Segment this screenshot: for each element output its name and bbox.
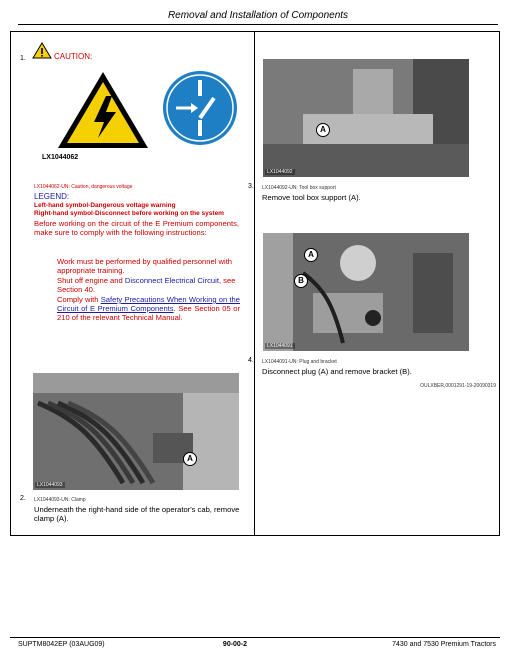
clamp-photo-id: LX1044093 xyxy=(37,482,63,488)
dangerous-voltage-icon xyxy=(56,70,150,150)
step-4-instruction: Disconnect plug (A) and remove bracket (B). xyxy=(262,367,412,376)
step-2-caption: LX1044093-UN: Clamp xyxy=(34,497,86,503)
disconnect-before-working-icon xyxy=(162,70,238,146)
footer-product-name: 7430 and 7530 Premium Tractors xyxy=(392,641,496,648)
rule-qualified-personnel: Work must be performed by qualified personnel with appropriate training. xyxy=(57,257,233,275)
warning-intro-text: Before working on the circuit of the E Premium components, make sure to comply with the following instructions: xyxy=(34,219,239,237)
rule-shut-off-engine xyxy=(57,276,240,294)
disconnect-electrical-circuit-link[interactable]: Disconnect Electrical Circuit xyxy=(124,276,219,285)
legend-title: LEGEND: xyxy=(34,192,70,201)
plug-photo-id: LX1044091 xyxy=(267,343,293,349)
page-header-title: Removal and Installation of Components xyxy=(167,10,349,21)
rule-comply-with-precautions xyxy=(57,295,240,322)
figure-caption: LX1044062-UN: Caution, dangerous voltage xyxy=(34,184,133,190)
step-1-number: 1. xyxy=(20,55,26,62)
figure-id: LX1044062 xyxy=(42,154,79,161)
plug-callout-a: A xyxy=(304,248,318,262)
footer-rule xyxy=(10,637,500,638)
rule3-text-start: Comply with xyxy=(57,295,101,304)
document-reference-id: OULXBER,0001291-19-20090319 xyxy=(420,383,496,389)
plug-and-bracket-photo xyxy=(263,233,469,351)
header-rule xyxy=(18,24,498,25)
rule2-text-start: Shut off engine and xyxy=(57,276,125,285)
tool-box-support-photo xyxy=(263,59,469,177)
bracket-callout-b: B xyxy=(294,274,308,288)
footer-manual-id: SUPTM8042EP (03AUG09) xyxy=(18,641,105,648)
step-2-instruction: Underneath the right-hand side of the operator's cab, remove clamp (A). xyxy=(34,505,240,523)
rule2-text-end: , see Section 40. xyxy=(57,276,236,294)
caution-triangle-icon xyxy=(32,42,52,59)
step-3-number: 3. xyxy=(248,183,254,190)
legend-left-symbol: Left-hand symbol-Dangerous voltage warning xyxy=(34,202,176,209)
step-3-instruction: Remove tool box support (A). xyxy=(262,193,361,202)
safety-precautions-link[interactable]: Safety Precautions When Working on the Circuit of E Premium Components xyxy=(57,295,241,313)
tool-box-callout-a: A xyxy=(316,123,330,137)
step-4-caption: LX1044091-UN: Plug and bracket xyxy=(262,359,337,365)
column-divider xyxy=(254,31,255,536)
tool-box-support-photo-detail xyxy=(263,59,469,177)
rule3-text-end: . See Section 05 or 210 of the relevant Technical Manual. xyxy=(57,304,240,322)
footer-page-number: 90-00-2 xyxy=(222,641,248,648)
clamp-photo xyxy=(33,373,239,490)
clamp-photo-detail xyxy=(33,373,239,490)
step-4-number: 4. xyxy=(248,357,254,364)
step-2-number: 2. xyxy=(20,495,26,502)
step-3-caption: LX1044092-UN: Tool box support xyxy=(262,185,336,191)
legend-right-symbol: Right-hand symbol-Disconnect before working on the system xyxy=(34,210,224,217)
plug-and-bracket-photo-detail xyxy=(263,233,469,351)
tool-box-photo-id: LX1044092 xyxy=(267,169,293,175)
clamp-callout-a: A xyxy=(183,452,197,466)
caution-label: CAUTION: xyxy=(54,52,93,61)
